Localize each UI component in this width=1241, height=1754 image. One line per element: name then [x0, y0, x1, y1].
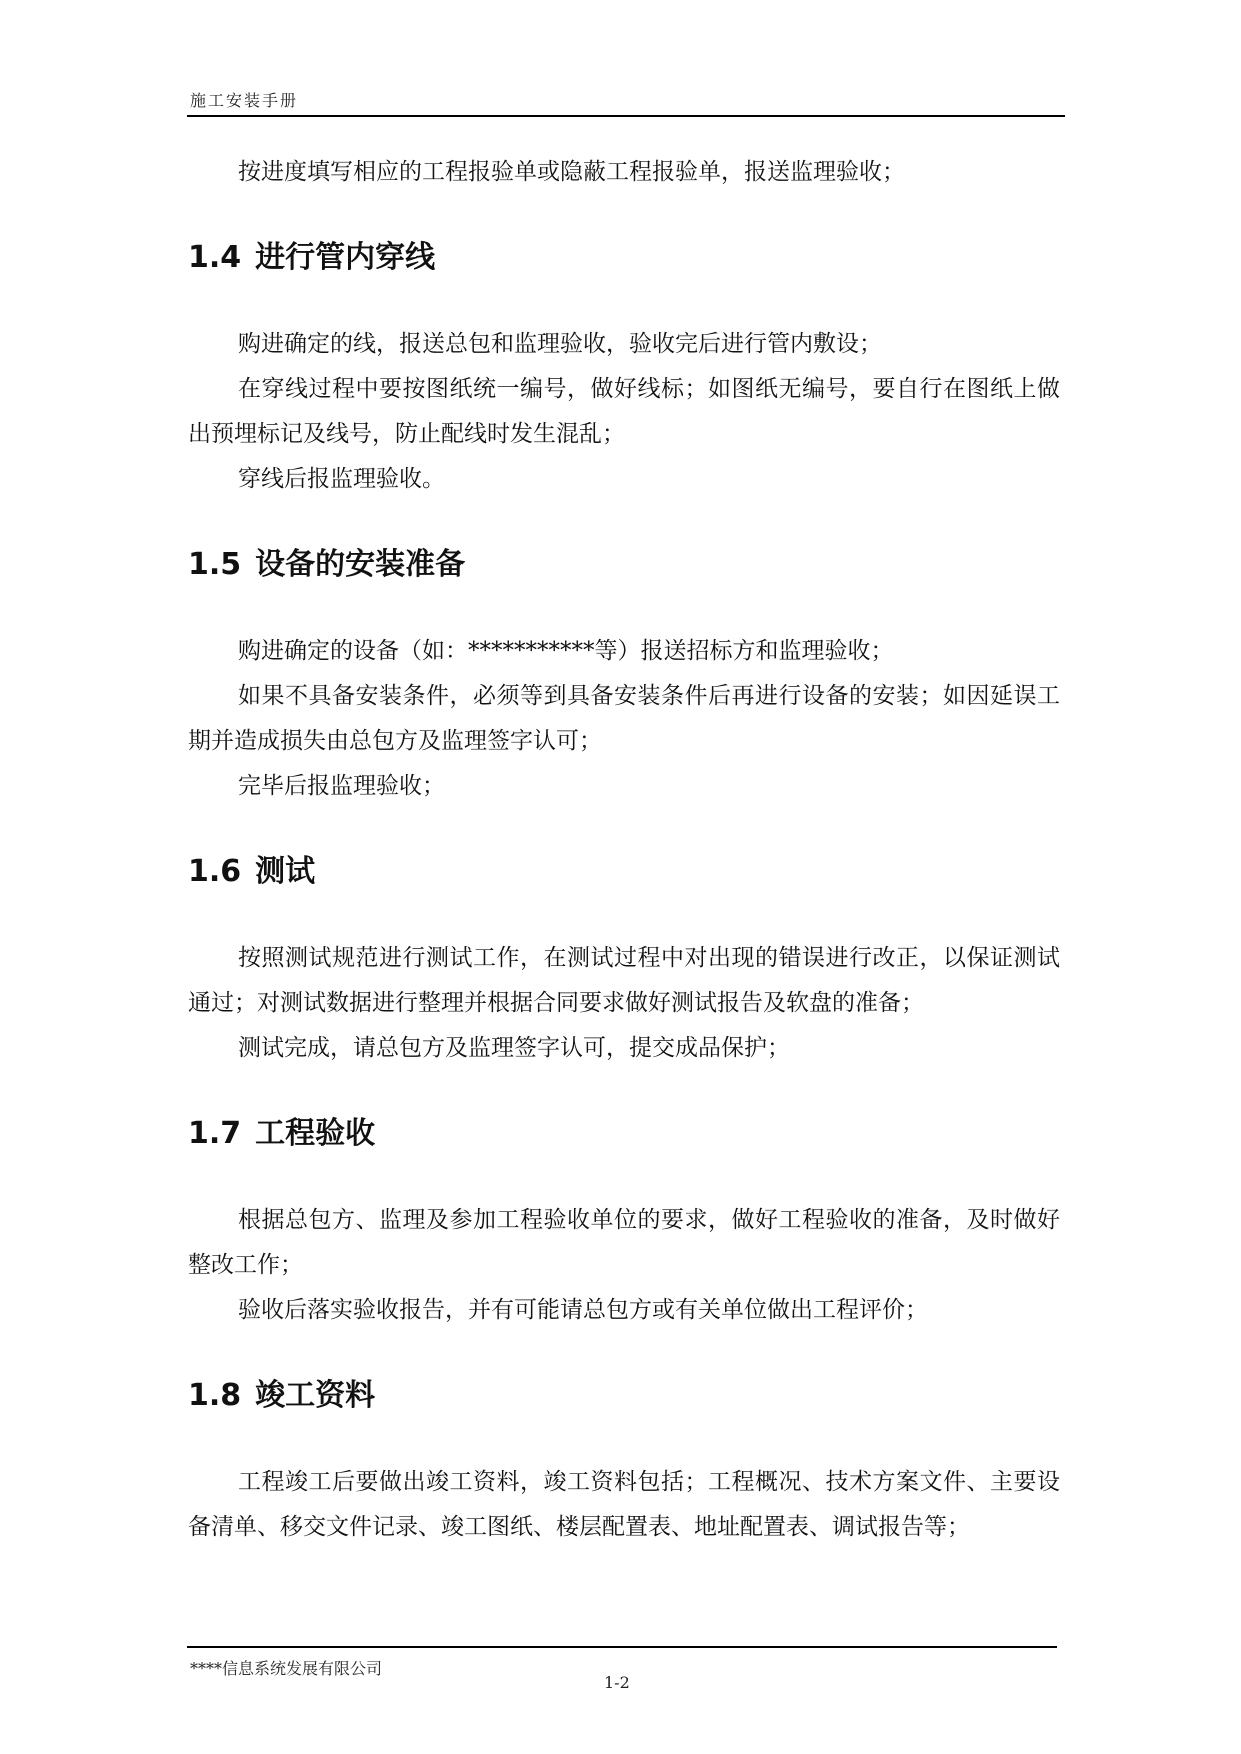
section-title: 工程验收 — [255, 1116, 376, 1151]
section-title: 进行管内穿线 — [255, 240, 436, 275]
section-number: 1.6 — [188, 854, 242, 889]
section-heading — [188, 1376, 1060, 1416]
section-title: 竣工资料 — [255, 1378, 376, 1413]
section-paragraph: 穿线后报监理验收。 — [238, 466, 445, 492]
section-title: 设备的安装准备 — [255, 547, 466, 582]
footer-rule — [187, 1646, 1057, 1648]
section-heading — [188, 852, 1060, 892]
section-paragraph: 测试完成，请总包方及监理签字认可，提交成品保护； — [238, 1035, 790, 1061]
section-paragraph: 购进确定的设备（如：***********等）报送招标方和监理验收； — [238, 638, 894, 664]
section-heading — [188, 238, 1060, 278]
section-title: 测试 — [255, 854, 316, 889]
header-rule — [187, 115, 1065, 117]
section-number: 1.4 — [188, 240, 242, 275]
page-number: 1-2 — [604, 1673, 630, 1692]
page-header-title: 施工安装手册 — [190, 91, 299, 110]
section-paragraph: 根据总包方、监理及参加工程验收单位的要求，做好工程验收的准备，及时做好整改工作； — [188, 1207, 1060, 1278]
section-paragraph: 验收后落实验收报告，并有可能请总包方或有关单位做出工程评价； — [238, 1297, 928, 1323]
section-number: 1.7 — [188, 1116, 242, 1151]
section-paragraph: 如果不具备安装条件，必须等到具备安装条件后再进行设备的安装；如因延误工期并造成损失由总包方及监理签字认可； — [188, 683, 1060, 754]
section-paragraph: 完毕后报监理验收； — [238, 773, 445, 799]
sections-container — [188, 238, 1060, 1550]
section-paragraph: 购进确定的线，报送总包和监理验收，验收完后进行管内敷设； — [238, 331, 882, 357]
intro-paragraph: 按进度填写相应的工程报验单或隐蔽工程报验单，报送监理验收； — [238, 159, 905, 185]
section-paragraph: 工程竣工后要做出竣工资料，竣工资料包括；工程概况、技术方案文件、主要设备清单、移交文件记录、竣工图纸、楼层配置表、地址配置表、调试报告等； — [188, 1469, 1060, 1540]
section-number: 1.8 — [188, 1378, 242, 1413]
document-body — [188, 150, 1060, 1550]
section-heading — [188, 1114, 1060, 1154]
section-number: 1.5 — [188, 547, 242, 582]
section-heading — [188, 545, 1060, 585]
section-paragraph: 在穿线过程中要按图纸统一编号，做好线标；如图纸无编号，要自行在图纸上做出预埋标记及线号，防止配线时发生混乱； — [188, 376, 1060, 447]
section-paragraph: 按照测试规范进行测试工作，在测试过程中对出现的错误进行改正，以保证测试通过；对测试数据进行整理并根据合同要求做好测试报告及软盘的准备； — [188, 945, 1060, 1016]
footer-company: ****信息系统发展有限公司 — [190, 1659, 383, 1678]
